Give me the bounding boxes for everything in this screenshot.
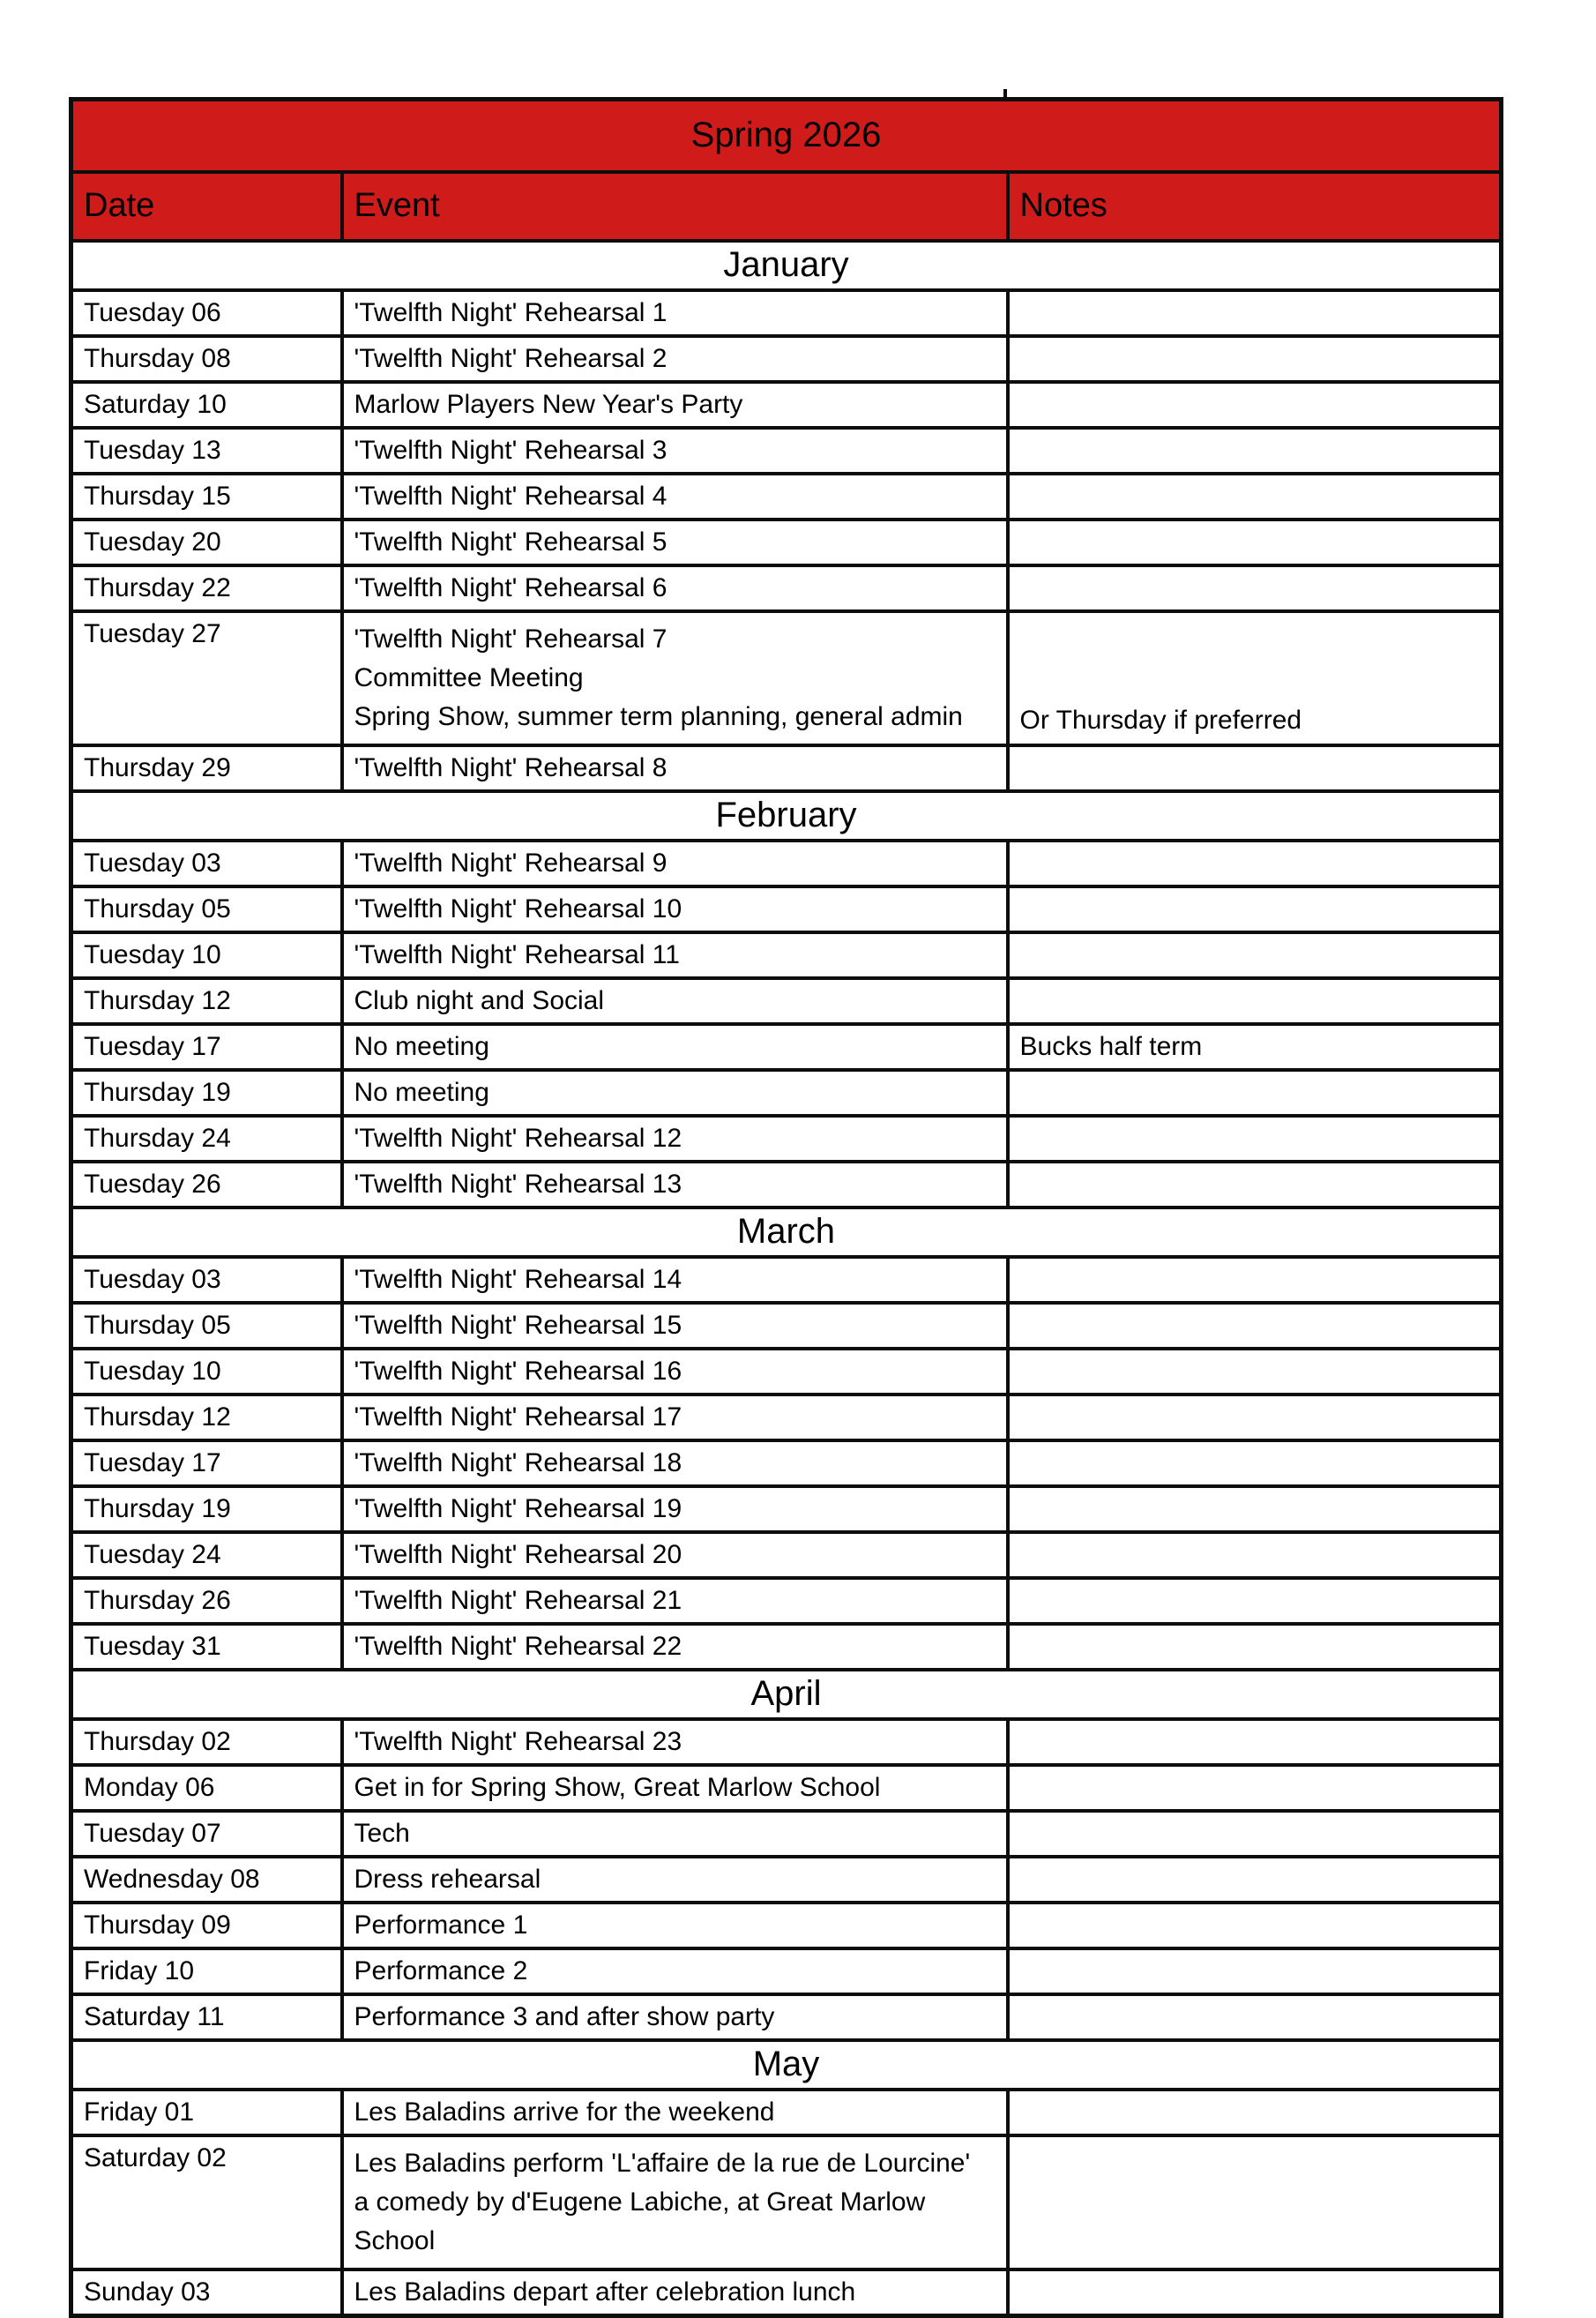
event-cell [342, 745, 1008, 791]
notes-cell [1008, 1486, 1502, 1532]
schedule-body [71, 100, 1502, 2316]
date-cell: Saturday 02 [71, 2135, 342, 2269]
notes-cell [1008, 1440, 1502, 1486]
table-row [71, 1162, 1502, 1208]
event-line: 'Twelfth Night' Rehearsal 10 [354, 894, 682, 923]
event-line: 'Twelfth Night' Rehearsal 6 [354, 572, 667, 602]
date-cell: Tuesday 06 [71, 290, 342, 336]
date-cell: Tuesday 03 [71, 1257, 342, 1303]
table-row [71, 978, 1502, 1024]
event-line: Performance 2 [354, 1955, 528, 1985]
event-cell [342, 565, 1008, 611]
notes-cell [1008, 565, 1502, 611]
event-line: No meeting [354, 1031, 489, 1061]
event-cell [342, 1070, 1008, 1116]
table-row [71, 382, 1502, 428]
date-cell: Tuesday 24 [71, 1532, 342, 1578]
table-row [71, 1024, 1502, 1070]
event-cell [342, 886, 1008, 932]
event-cell [342, 2090, 1008, 2135]
date-cell: Thursday 19 [71, 1486, 342, 1532]
event-line: Dress rehearsal [354, 1864, 541, 1894]
event-cell [342, 1116, 1008, 1162]
event-line: 'Twelfth Night' Rehearsal 11 [354, 939, 680, 969]
event-cell [342, 1811, 1008, 1857]
date-cell: Thursday 09 [71, 1903, 342, 1948]
event-line: 'Twelfth Night' Rehearsal 19 [354, 1493, 682, 1523]
event-cell [342, 1578, 1008, 1624]
event-line: Tech [354, 1818, 410, 1848]
notes-cell [1008, 1765, 1502, 1811]
date-cell: Thursday 02 [71, 1719, 342, 1765]
column-header-event: Event [342, 172, 1008, 241]
table-row [71, 1811, 1502, 1857]
event-cell [342, 978, 1008, 1024]
date-cell: Thursday 22 [71, 565, 342, 611]
notes-cell [1008, 382, 1502, 428]
event-line: Club night and Social [354, 985, 605, 1015]
notes-cell [1008, 2269, 1502, 2316]
date-cell: Thursday 12 [71, 978, 342, 1024]
event-cell [342, 474, 1008, 520]
month-header: February [71, 791, 1502, 841]
notes-cell [1008, 428, 1502, 474]
date-cell: Thursday 05 [71, 1303, 342, 1349]
notes-cell [1008, 1532, 1502, 1578]
date-cell: Tuesday 27 [71, 611, 342, 745]
event-cell [342, 290, 1008, 336]
date-cell: Monday 06 [71, 1765, 342, 1811]
date-cell: Sunday 03 [71, 2269, 342, 2316]
table-row [71, 1532, 1502, 1578]
month-section-row [71, 1208, 1502, 1257]
table-row [71, 336, 1502, 382]
notes-cell [1008, 1578, 1502, 1624]
event-line: 'Twelfth Night' Rehearsal 21 [354, 1585, 682, 1615]
event-line: 'Twelfth Night' Rehearsal 13 [354, 1169, 682, 1199]
table-row [71, 474, 1502, 520]
document-title: Spring 2026 [71, 100, 1502, 172]
month-section-row [71, 2040, 1502, 2090]
date-cell: Tuesday 31 [71, 1624, 342, 1670]
event-line: 'Twelfth Night' Rehearsal 23 [354, 1726, 682, 1756]
table-row [71, 745, 1502, 791]
title-row [71, 100, 1502, 172]
month-header: May [71, 2040, 1502, 2090]
column-header-notes: Notes [1008, 172, 1502, 241]
event-line: 'Twelfth Night' Rehearsal 2 [354, 343, 667, 373]
date-cell: Thursday 15 [71, 474, 342, 520]
notes-cell [1008, 1116, 1502, 1162]
date-cell: Tuesday 17 [71, 1024, 342, 1070]
notes-cell [1008, 2090, 1502, 2135]
notes-cell [1008, 1857, 1502, 1903]
event-line: No meeting [354, 1077, 489, 1107]
table-row [71, 1070, 1502, 1116]
event-cell [342, 1349, 1008, 1395]
table-row [71, 2090, 1502, 2135]
event-line: Marlow Players New Year's Party [354, 389, 743, 419]
notes-cell [1008, 841, 1502, 886]
event-cell [342, 1624, 1008, 1670]
event-line: 'Twelfth Night' Rehearsal 14 [354, 1264, 682, 1294]
notes-cell [1008, 2135, 1502, 2269]
date-cell: Tuesday 26 [71, 1162, 342, 1208]
date-cell: Tuesday 13 [71, 428, 342, 474]
table-row [71, 1857, 1502, 1903]
event-line: Performance 1 [354, 1910, 528, 1940]
date-cell: Wednesday 08 [71, 1857, 342, 1903]
table-row [71, 1257, 1502, 1303]
event-cell [342, 1486, 1008, 1532]
notes-cell [1008, 1162, 1502, 1208]
event-cell [342, 428, 1008, 474]
event-line: a comedy by d'Eugene Labiche, at Great Marlow School [354, 2187, 926, 2255]
event-cell [342, 932, 1008, 978]
event-cell [342, 1303, 1008, 1349]
event-cell [342, 1162, 1008, 1208]
notes-cell [1008, 978, 1502, 1024]
event-line: 'Twelfth Night' Rehearsal 5 [354, 527, 667, 557]
event-line: Spring Show, summer term planning, general admin [354, 701, 963, 731]
event-cell [342, 1857, 1008, 1903]
event-line: Performance 3 and after show party [354, 2001, 775, 2031]
date-cell: Thursday 19 [71, 1070, 342, 1116]
month-section-row [71, 791, 1502, 841]
column-header-row [71, 172, 1502, 241]
notes-cell [1008, 1303, 1502, 1349]
event-line: 'Twelfth Night' Rehearsal 12 [354, 1123, 682, 1153]
table-row [71, 841, 1502, 886]
event-cell [342, 382, 1008, 428]
table-row [71, 1719, 1502, 1765]
notes-cell [1008, 1349, 1502, 1395]
notes-cell [1008, 1811, 1502, 1857]
table-row [71, 1765, 1502, 1811]
date-cell: Tuesday 10 [71, 1349, 342, 1395]
event-line: 'Twelfth Night' Rehearsal 4 [354, 481, 667, 511]
event-cell [342, 2135, 1008, 2269]
notes-cell [1008, 1903, 1502, 1948]
date-cell: Saturday 10 [71, 382, 342, 428]
month-header: January [71, 241, 1502, 290]
notes-cell [1008, 1257, 1502, 1303]
month-header: April [71, 1670, 1502, 1719]
table-row [71, 1486, 1502, 1532]
event-line: 'Twelfth Night' Rehearsal 9 [354, 848, 667, 878]
date-cell: Thursday 05 [71, 886, 342, 932]
event-cell [342, 520, 1008, 565]
notes-cell [1008, 932, 1502, 978]
table-row [71, 886, 1502, 932]
date-cell: Tuesday 17 [71, 1440, 342, 1486]
notes-cell [1008, 1624, 1502, 1670]
notes-cell: Or Thursday if preferred [1008, 611, 1502, 745]
date-cell: Thursday 08 [71, 336, 342, 382]
event-line: 'Twelfth Night' Rehearsal 20 [354, 1539, 682, 1569]
table-row [71, 565, 1502, 611]
event-cell [342, 1395, 1008, 1440]
table-row [71, 428, 1502, 474]
event-cell [342, 1024, 1008, 1070]
table-row [71, 1349, 1502, 1395]
event-cell [342, 2269, 1008, 2316]
notes-cell [1008, 1070, 1502, 1116]
notes-cell [1008, 474, 1502, 520]
date-cell: Friday 10 [71, 1948, 342, 1994]
event-line: 'Twelfth Night' Rehearsal 22 [354, 1631, 682, 1661]
date-cell: Tuesday 07 [71, 1811, 342, 1857]
column-header-date: Date [71, 172, 342, 241]
event-line: 'Twelfth Night' Rehearsal 16 [354, 1356, 682, 1386]
table-row [71, 1903, 1502, 1948]
notes-cell [1008, 886, 1502, 932]
notes-cell [1008, 1719, 1502, 1765]
event-cell [342, 1903, 1008, 1948]
event-line: Committee Meeting [354, 662, 584, 692]
event-line: 'Twelfth Night' Rehearsal 8 [354, 752, 667, 782]
notes-cell [1008, 1994, 1502, 2040]
month-section-row [71, 241, 1502, 290]
table-row [71, 1994, 1502, 2040]
table-row [71, 1116, 1502, 1162]
table-row [71, 1578, 1502, 1624]
event-line: 'Twelfth Night' Rehearsal 1 [354, 297, 667, 327]
table-row [71, 290, 1502, 336]
table-row [71, 611, 1502, 745]
event-line: Les Baladins depart after celebration lunch [354, 2277, 856, 2307]
notes-cell [1008, 1395, 1502, 1440]
table-row [71, 1948, 1502, 1994]
event-line: Get in for Spring Show, Great Marlow School [354, 1772, 881, 1802]
table-row [71, 2135, 1502, 2269]
notes-cell [1008, 745, 1502, 791]
event-cell [342, 1765, 1008, 1811]
month-section-row [71, 1670, 1502, 1719]
event-line: 'Twelfth Night' Rehearsal 17 [354, 1402, 682, 1432]
date-cell: Tuesday 10 [71, 932, 342, 978]
date-cell: Thursday 26 [71, 1578, 342, 1624]
table-row [71, 932, 1502, 978]
date-cell: Thursday 12 [71, 1395, 342, 1440]
table-row [71, 1624, 1502, 1670]
notes-cell: Bucks half term [1008, 1024, 1502, 1070]
event-line: Les Baladins arrive for the weekend [354, 2097, 775, 2127]
event-cell [342, 1532, 1008, 1578]
date-cell: Thursday 24 [71, 1116, 342, 1162]
date-cell: Tuesday 20 [71, 520, 342, 565]
event-line: Les Baladins perform 'L'affaire de la rue de Lourcine' [354, 2148, 971, 2178]
event-cell [342, 1719, 1008, 1765]
date-cell: Tuesday 03 [71, 841, 342, 886]
event-line: 'Twelfth Night' Rehearsal 18 [354, 1447, 682, 1477]
date-cell: Thursday 29 [71, 745, 342, 791]
table-row [71, 1395, 1502, 1440]
event-cell [342, 1440, 1008, 1486]
schedule-table [69, 97, 1503, 2318]
table-row [71, 520, 1502, 565]
date-cell: Friday 01 [71, 2090, 342, 2135]
date-cell: Saturday 11 [71, 1994, 342, 2040]
event-line: 'Twelfth Night' Rehearsal 3 [354, 435, 667, 465]
event-cell [342, 841, 1008, 886]
event-line: 'Twelfth Night' Rehearsal 7 [354, 624, 667, 654]
table-row [71, 2269, 1502, 2316]
notes-cell [1008, 1948, 1502, 1994]
event-line: 'Twelfth Night' Rehearsal 15 [354, 1310, 682, 1340]
event-cell [342, 1948, 1008, 1994]
table-row [71, 1440, 1502, 1486]
notes-cell [1008, 290, 1502, 336]
event-cell [342, 1257, 1008, 1303]
notes-cell [1008, 520, 1502, 565]
event-cell [342, 1994, 1008, 2040]
notes-cell [1008, 336, 1502, 382]
table-row [71, 1303, 1502, 1349]
event-cell [342, 611, 1008, 745]
event-cell [342, 336, 1008, 382]
month-header: March [71, 1208, 1502, 1257]
